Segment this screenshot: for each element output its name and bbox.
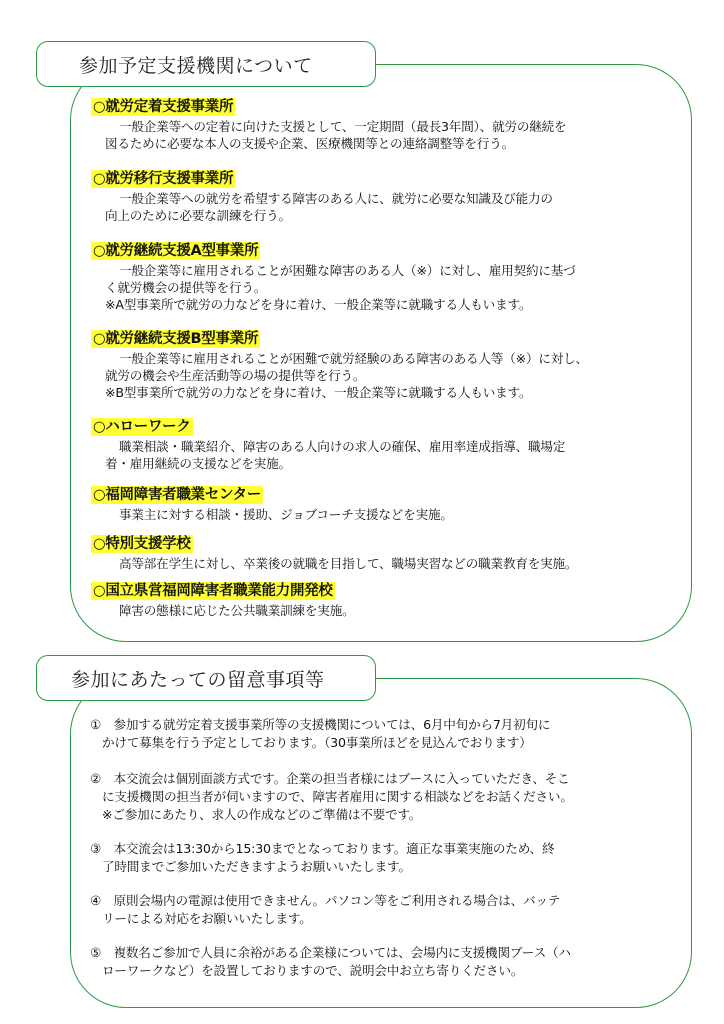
notes-title: 参加にあたっての留意事項等 (36, 655, 376, 701)
note-item: ⑤ 複数名ご参加で人員に余裕がある企業様については、会場内に支援機関ブース（ハ ローワークなど）を設置しておりますので、説明会中お立ち寄りください。 (90, 945, 571, 978)
org-desc: 事業主に対する相談・援助、ジョブコーチ支援などを実施。 (119, 507, 453, 522)
org-desc: 一般企業等に雇用されることが困難な障害のある人（※）に対し、雇用契約に基づ く就労機会の提供等を行う。 ※A型事業所で就労の力などを身に着け、一般企業等に就職する人もいます。 (105, 263, 576, 312)
note-item: ③ 本交流会は13:30から15:30までとなっております。適正な事業実施のため、終 了時間までご参加いただきますようお願いいたします。 (90, 841, 555, 874)
org-name: ○国立県営福岡障害者職業能力開発校 (93, 583, 333, 599)
org-name: ○就労継続支援A型事業所 (93, 243, 259, 259)
org-item (91, 484, 681, 523)
note-item: ④ 原則会場内の電源は使用できません。パソコン等をご利用される場合は、バッテ リーによる対応をお願いいたします。 (90, 893, 561, 926)
org-name: ○就労継続支援B型事業所 (93, 331, 259, 347)
org-desc: 高等部在学生に対し、卒業後の就職を目指して、職場実習などの職業教育を実施。 (119, 556, 578, 571)
org-name: ○就労移行支援事業所 (93, 171, 234, 187)
org-desc: 障害の態様に応じた公共職業訓練を実施。 (119, 603, 355, 618)
org-name: ○福岡障害者職業センター (93, 487, 261, 503)
org-item (91, 328, 681, 401)
org-desc: 一般企業等への就労を希望する障害のある人に、就労に必要な知識及び能力の 向上のために必要な訓練を行う。 (105, 191, 553, 223)
org-name: ○就労定着支援事業所 (93, 99, 234, 115)
org-desc: 一般企業等に雇用されることが困難で就労経験のある障害のある人等（※）に対し、 就労の機会や生産活動等の場の提供等を行う。 ※B型事業所で就労の力などを身に着け、一般企業等に就職する人もいます。 (105, 351, 588, 400)
org-item (91, 240, 681, 313)
org-desc: 職業相談・職業紹介、障害のある人向けの求人の確保、雇用率達成指導、職場定 着・雇用継続の支援などを実施。 (105, 439, 566, 471)
org-item (91, 580, 681, 619)
note-item: ② 本交流会は個別面談方式です。企業の担当者様にはブースに入っていただき、そこ に支援機関の担当者が伺いますので、障害者雇用に関する相談などをお話ください。 ※ご参加にあたり、求人の作成などのご準備は不要です。 (90, 771, 573, 822)
support-orgs-title: 参加予定支援機関について (36, 41, 376, 87)
org-item (91, 168, 681, 224)
note-item: ① 参加する就労定着支援事業所等の支援機関については、6月中旬から7月初旬に かけて募集を行う予定としております。（30事業所ほどを見込んでおります） (90, 717, 551, 750)
org-desc: 一般企業等への定着に向けた支援として、一定期間（最長3年間）、就労の継続を 図るために必要な本人の支援や企業、医療機関等との連絡調整等を行う。 (105, 119, 567, 151)
org-item (91, 96, 681, 152)
org-name: ○ハローワーク (93, 419, 191, 435)
org-name: ○特別支援学校 (93, 536, 191, 552)
org-item (91, 533, 681, 572)
org-item (91, 416, 681, 472)
